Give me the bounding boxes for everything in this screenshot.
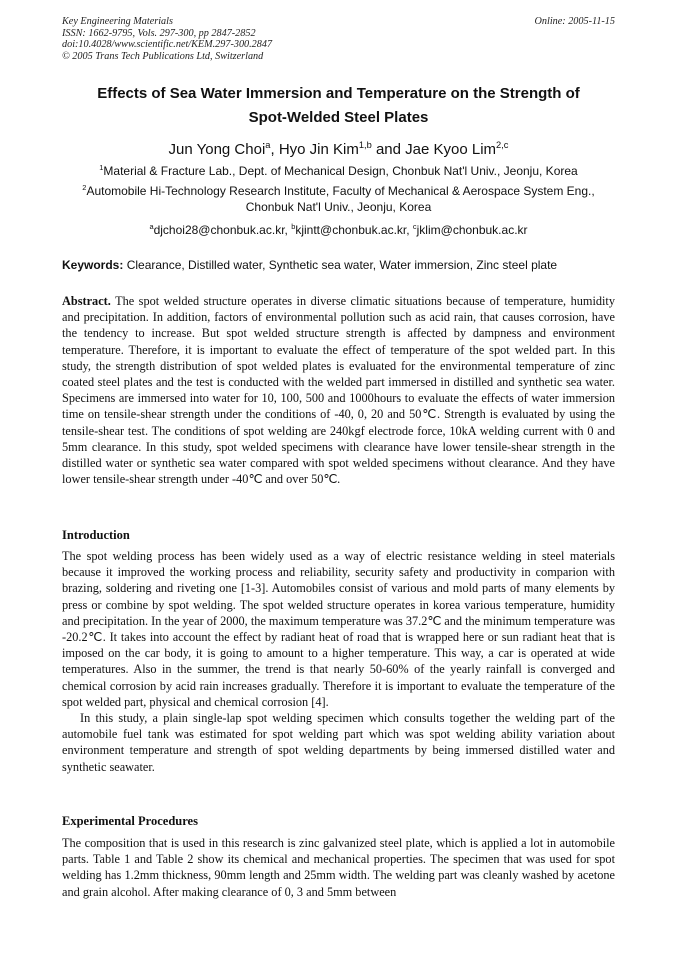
experimental-heading: Experimental Procedures: [62, 814, 198, 828]
author-separator-2: and: [371, 141, 406, 158]
email-separator-1: ,: [284, 223, 292, 237]
journal-doi[interactable]: doi:10.4028/www.scientific.net/KEM.297-300.2847: [62, 39, 273, 50]
abstract: [62, 293, 615, 487]
affiliation-2-text: Automobile Hi-Technology Research Institute, Faculty of Mechanical & Aerospace System Eng.,: [86, 184, 595, 198]
email-3-marker: c: [412, 222, 417, 231]
affiliation-1-marker: 1: [99, 163, 104, 172]
journal-copyright: © 2005 Trans Tech Publications Ltd, Switzerland: [62, 50, 264, 62]
author-2: Hyo Jin Kim: [278, 141, 359, 158]
affiliation-1: [62, 163, 615, 179]
affiliation-2: [62, 183, 615, 215]
author-list: [62, 140, 615, 160]
journal-issn: ISSN: 1662-9795, Vols. 297-300, pp 2847-2852: [62, 27, 256, 39]
introduction-paragraph-1: The spot welding process has been widely used as a way of electric resistance welding in steel materials because it improved the working process and reliability, security safety and productivity in comparion with brazing, soldering and riveting one [1-3]. Automobiles consist of various and mold parts of many elements by press or combine by spot welding. The spot welded structure operates in korea various temperature, humidity and precipitation. In the year of 2000, the maximum temperature was 37.2℃ and the minimum temperature was -20.2℃. It takes into account the effect by radiant heat of road that is wrapped here or sun radiant heat that is imposed on the car body, it is going to amount to a higher temperature. This way, a car is operated at wide temperatures. Also in the summer, the trend is that nearly 50-60% of the yearly rainfall is converged and chemical corrosion by acid rain increases gradually. Therefore it is important to evaluate the temperature of the spot welded part, physical and chemical corrosion [4].: [62, 549, 615, 709]
author-1-marker: a: [265, 140, 271, 150]
affiliation-2-marker: 2: [82, 183, 87, 192]
online-date: Online: 2005-11-15: [534, 16, 615, 27]
introduction-paragraph-2: In this study, a plain single-lap spot welding specimen which consults together the welding part of the automobile fuel tank was estimated for spot welding part which was spot welding ability variation about environment temperature and strength of spot welding departments by being immersed distilled water and synthetic seawater.: [62, 711, 615, 774]
experimental-paragraph-1: The composition that is used in this research is zinc galvanized steel plate, which is applied a lot in automobile parts. Table 1 and Table 2 show its chemical and mechanical properties. The specimen that was used for spot welding has 1.2mm thickness, 90mm length and 25mm width. The welding part was cleanly washed by acetone and grain alcohol. After making clearance of 0, 3 and 5mm between: [62, 836, 615, 899]
email-3[interactable]: jklim@chonbuk.ac.kr: [416, 223, 528, 237]
abstract-label: Abstract.: [62, 294, 111, 308]
affiliation-1-text: Material & Fracture Lab., Dept. of Mechanical Design, Chonbuk Nat'l Univ., Jeonju, Korea: [103, 164, 578, 178]
author-separator-1: ,: [270, 141, 279, 158]
email-1-marker: a: [149, 222, 154, 231]
author-emails: [62, 222, 615, 238]
email-2-marker: b: [291, 222, 296, 231]
email-1[interactable]: djchoi28@chonbuk.ac.kr: [153, 223, 285, 237]
author-3-marker: 2,c: [496, 140, 509, 150]
keywords: [62, 257, 615, 273]
paper-title: [62, 82, 615, 130]
experimental-body: [62, 835, 615, 900]
paper-title-line-1: Effects of Sea Water Immersion and Temperature on the Strength of: [97, 85, 580, 102]
introduction-body: [62, 548, 615, 775]
keywords-text: Clearance, Distilled water, Synthetic sea water, Water immersion, Zinc steel plate: [123, 258, 558, 272]
email-2[interactable]: kjintt@chonbuk.ac.kr: [295, 223, 407, 237]
abstract-text: The spot welded structure operates in diverse climatic situations because of temperature, humidity and precipitation. In addition, factors of environmental pollution such as acid rain, that causes corrosion, have the tendency to increase. But spot welded structure strength is affected by dampness and environment temperature. Therefore, it is important to evaluate the effect of temperature of the spot welded part. In this study, the strength distribution of spot welded plates is evaluated for the environmental temperature of zinc coated steel plates and the test is conducted with the welded part immersed in distilled and synthetic sea water. Specimens are immersed into water for 10, 100, 500 and 1000hours to evaluate the effects of water immersion time on tensile-shear strength under the conditions of -40, 0, 20 and 50℃. Strength is evaluated by using the tensile-shear test. The conditions of spot welding are 240kgf electrode force, 10kA welding current with 0 and 5mm clearance. In this study, spot welded specimens with clearance have lower tensile-shear strength in the distilled water or synthetic sea water compared with spot welded specimens without clearance. And they have lower tensile-shear strength under -40℃ and over 50℃.: [62, 294, 615, 487]
journal-header: [62, 16, 615, 62]
paper-title-line-2: Spot-Welded Steel Plates: [248, 109, 429, 126]
keywords-label: Keywords:: [62, 258, 124, 272]
author-1: Jun Yong Choi: [168, 141, 266, 158]
email-separator-2: ,: [406, 223, 413, 237]
author-2-marker: 1,b: [358, 140, 372, 150]
affiliation-2-text-line-2: Chonbuk Nat'l Univ., Jeonju, Korea: [245, 200, 432, 214]
introduction-heading: Introduction: [62, 528, 130, 542]
author-3: Jae Kyoo Lim: [405, 141, 497, 158]
journal-name: Key Engineering Materials: [62, 16, 173, 27]
